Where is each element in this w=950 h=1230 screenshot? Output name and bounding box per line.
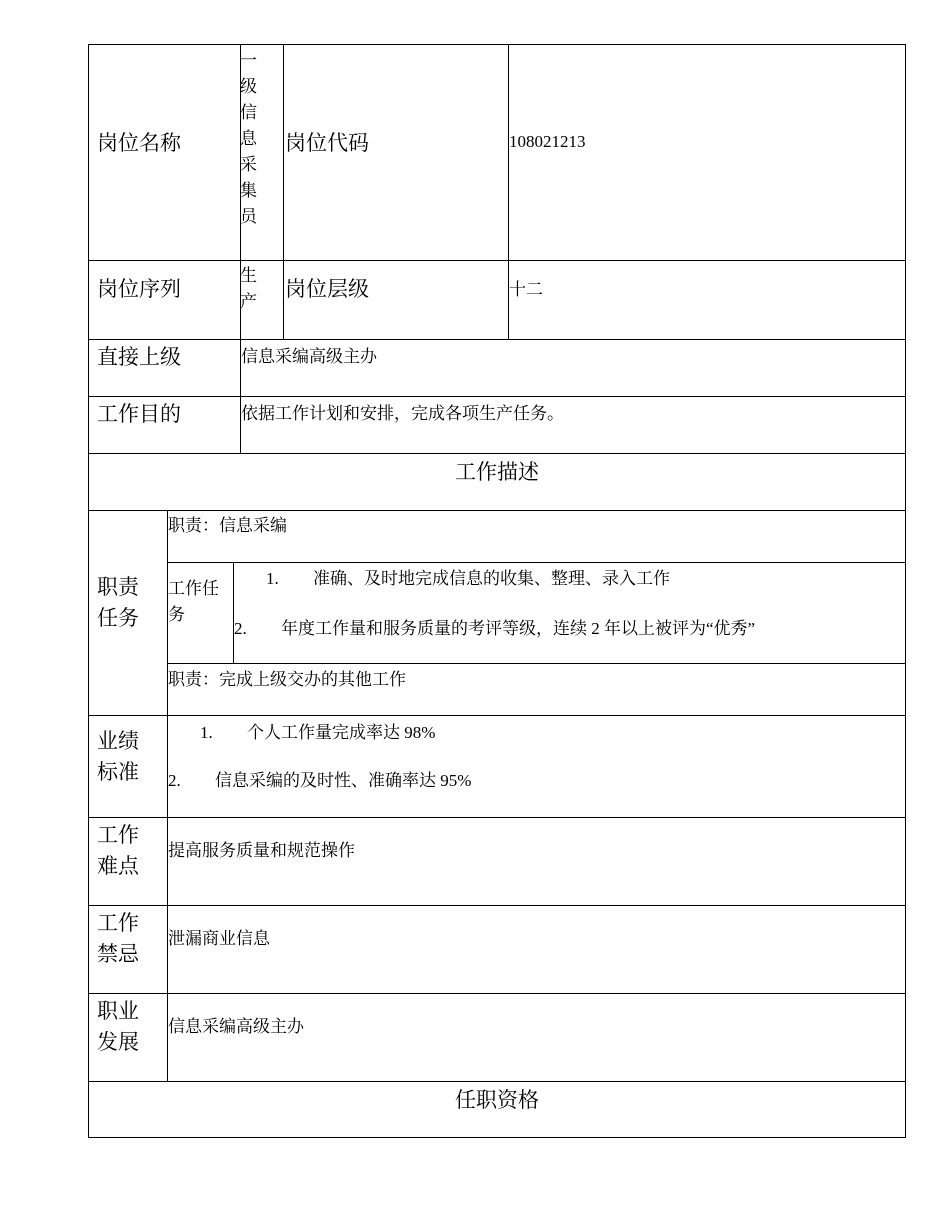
task-1-number: 1. (266, 569, 279, 588)
rule (167, 562, 906, 563)
rule (88, 453, 906, 454)
difficulty-label-line2: 难点 (97, 854, 139, 878)
level-label: 岗位层级 (285, 277, 369, 301)
post-name-value: 一级信息采集员 (240, 51, 257, 226)
performance-label-line2: 标准 (97, 760, 139, 784)
duty-1: 职责：信息采编 (168, 516, 287, 535)
duty-label-line1: 职责 (97, 575, 139, 599)
rule (88, 339, 906, 340)
performance-1-text: 个人工作量完成率达 98% (247, 723, 436, 742)
rule (88, 1081, 906, 1082)
career-label-line1: 职业 (97, 999, 139, 1023)
section-title-description: 工作描述 (455, 460, 539, 484)
rule (88, 993, 906, 994)
performance-1-number: 1. (200, 723, 213, 742)
task-label: 工作任务 (168, 579, 219, 624)
purpose-value: 依据工作计划和安排，完成各项生产任务。 (241, 404, 564, 423)
duty-label-line2: 任务 (97, 606, 139, 630)
rule (233, 562, 234, 663)
taboo-label-line1: 工作 (97, 911, 139, 935)
superior-label: 直接上级 (97, 345, 181, 369)
performance-2-text: 信息采编的及时性、准确率达 95% (215, 771, 472, 790)
rule (88, 510, 906, 511)
taboo-value: 泄漏商业信息 (168, 929, 270, 948)
section-title-qualification: 任职资格 (455, 1088, 539, 1112)
post-name-label: 岗位名称 (97, 131, 181, 155)
task-1-text: 准确、及时地完成信息的收集、整理、录入工作 (313, 569, 670, 588)
task-2-number: 2. (234, 619, 247, 638)
rule (88, 260, 906, 261)
level-value: 十二 (509, 280, 543, 299)
rule (88, 817, 906, 818)
rule (283, 44, 284, 339)
rule (88, 905, 906, 906)
performance-2-number: 2. (168, 771, 181, 790)
post-code-value: 108021213 (509, 132, 586, 151)
sequence-label: 岗位序列 (97, 277, 181, 301)
purpose-label: 工作目的 (97, 402, 181, 426)
performance-label-line1: 业绩 (97, 729, 139, 753)
career-label-line2: 发展 (97, 1030, 139, 1054)
rule (167, 663, 906, 664)
post-code-label: 岗位代码 (285, 131, 369, 155)
taboo-label-line2: 禁忌 (97, 942, 139, 966)
difficulty-value: 提高服务质量和规范操作 (168, 841, 355, 860)
duty-2: 职责：完成上级交办的其他工作 (168, 670, 406, 689)
superior-value: 信息采编高级主办 (241, 347, 377, 366)
sequence-value: 生产 (240, 266, 257, 311)
task-2-text: 年度工作量和服务质量的考评等级，连续 2 年以上被评为“优秀” (281, 619, 756, 638)
career-value: 信息采编高级主办 (168, 1017, 304, 1036)
rule (88, 715, 906, 716)
rule (88, 396, 906, 397)
difficulty-label-line1: 工作 (97, 823, 139, 847)
